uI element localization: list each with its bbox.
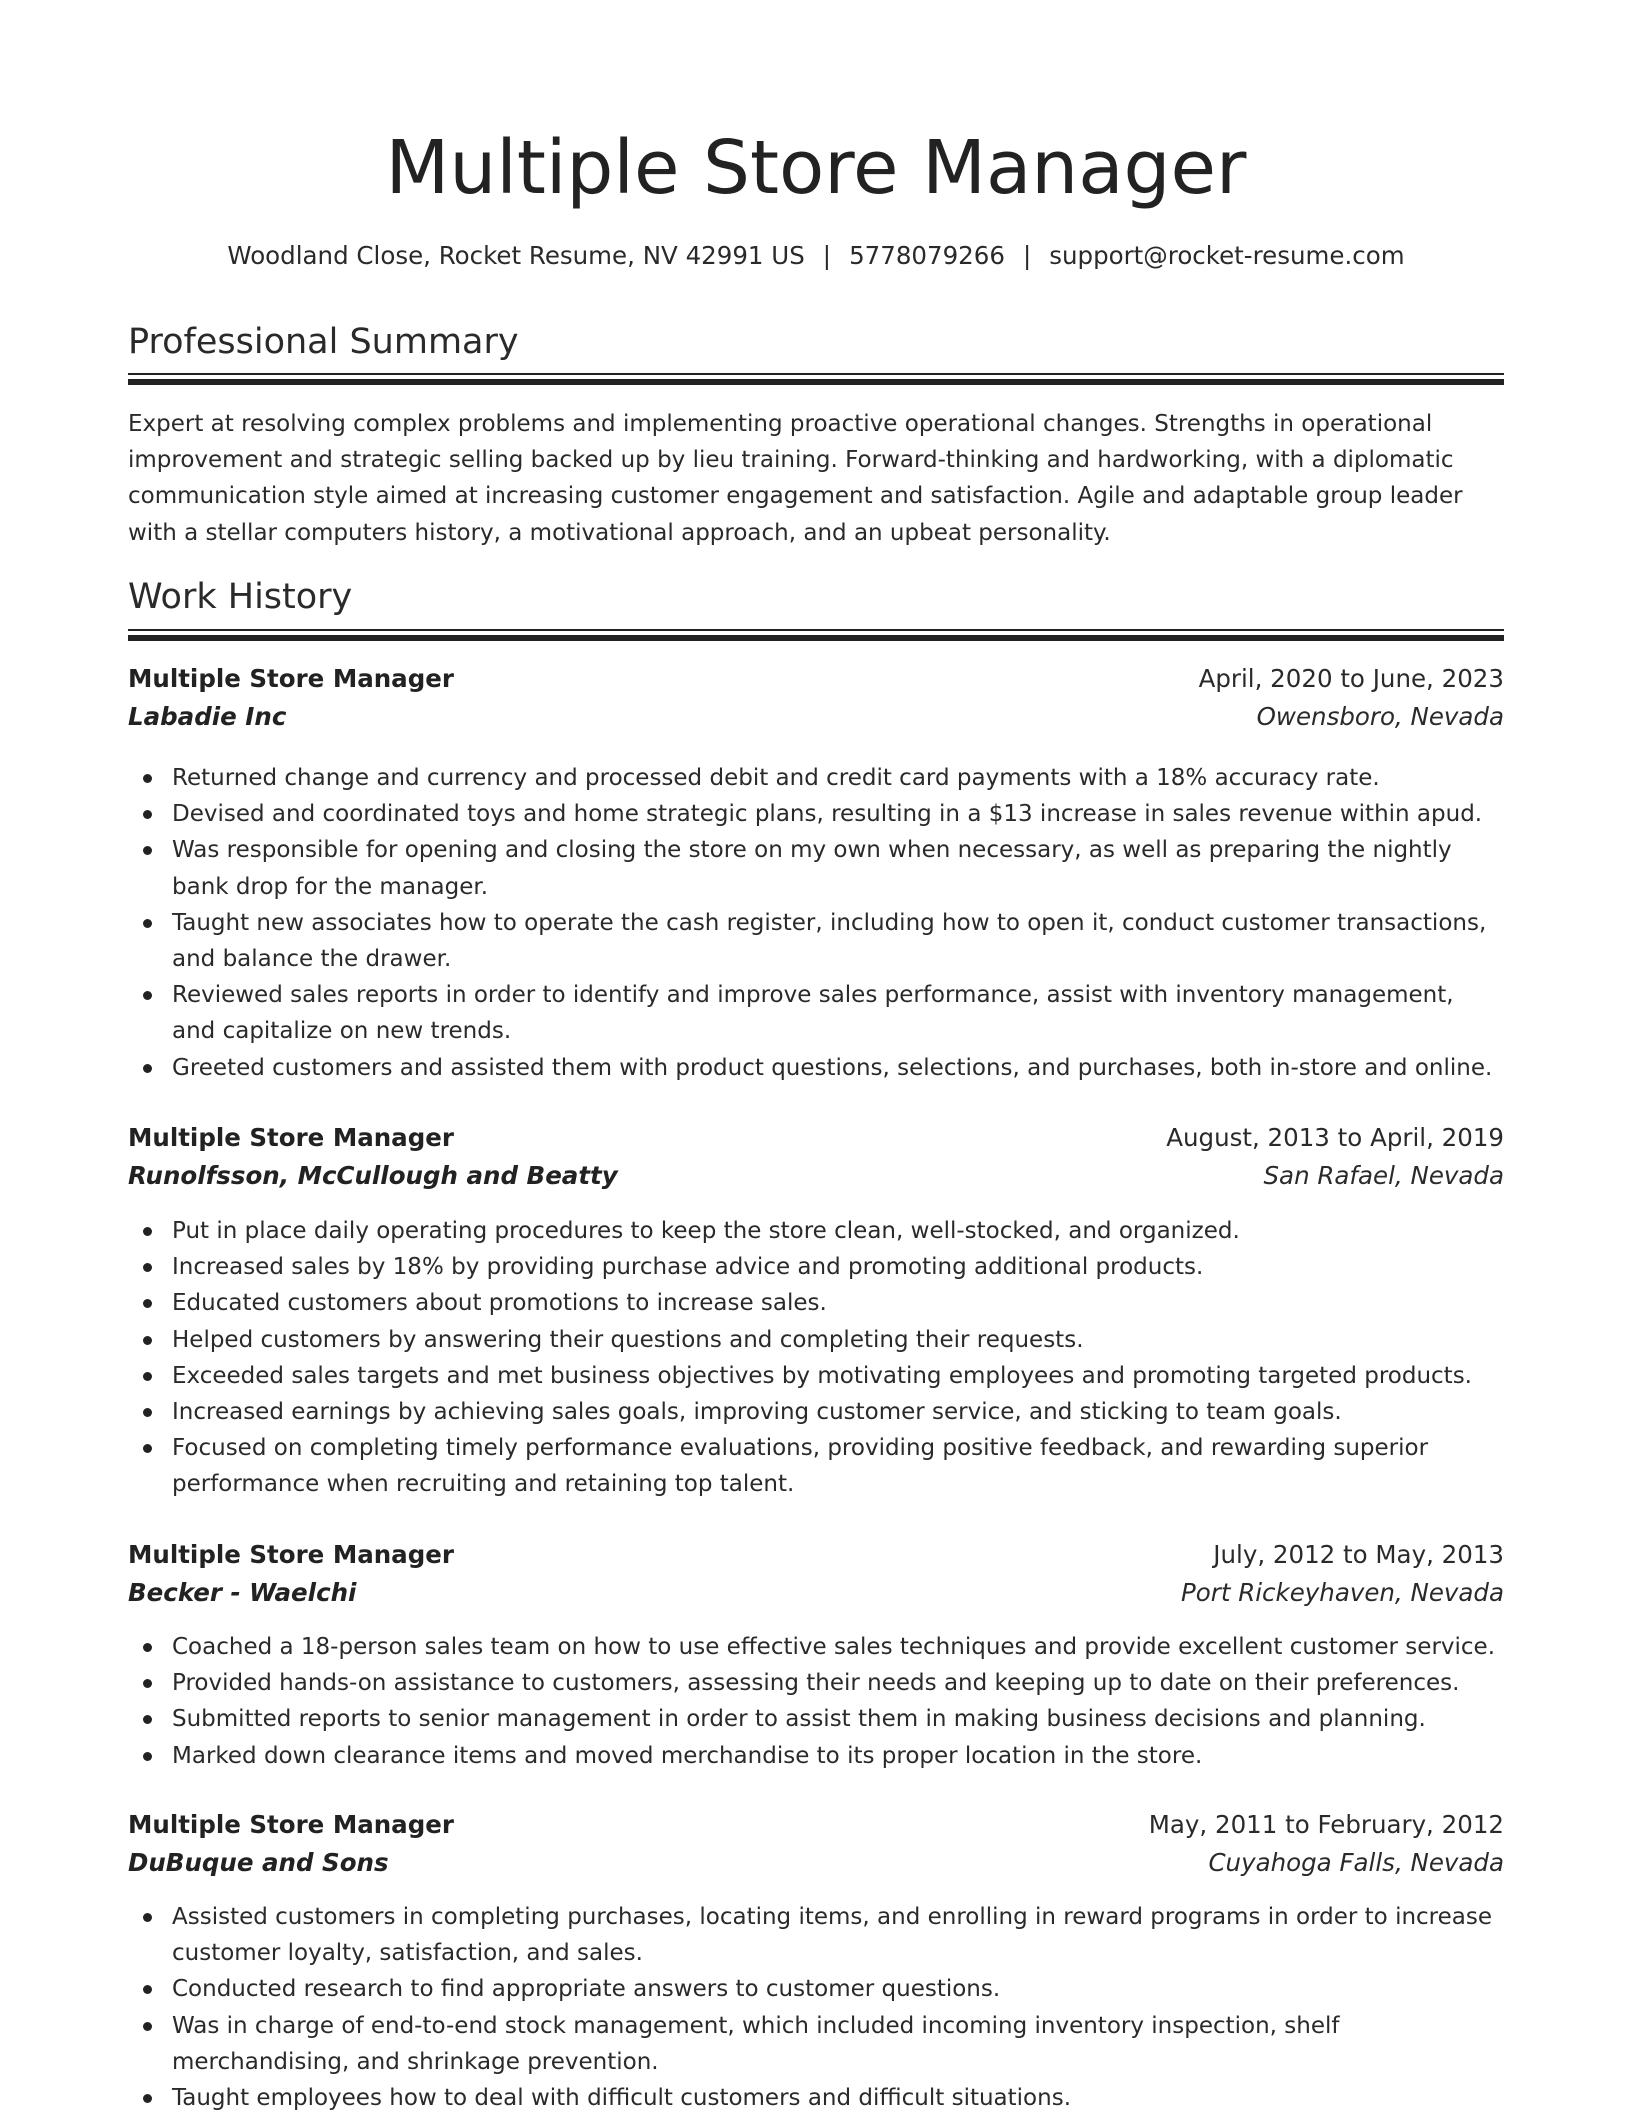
job-bullet: Marked down clearance items and moved merchandise to its proper location in the store.	[128, 1738, 1504, 1774]
job-bullet: Greeted customers and assisted them with product questions, selections, and purchases, both in-store and online.	[128, 1050, 1504, 1086]
job-bullet: Provided hands-on assistance to customers, assessing their needs and keeping up to date on their preferences.	[128, 1665, 1504, 1701]
contact-line	[128, 238, 1504, 274]
job-dates: April, 2020 to June, 2023	[1198, 664, 1504, 693]
job-location: Cuyahoga Falls, Nevada	[1208, 1848, 1504, 1877]
job-bullet: Devised and coordinated toys and home strategic plans, resulting in a $13 increase in sales revenue within apud.	[128, 796, 1504, 832]
job-bullet: Assisted customers in completing purchases, locating items, and enrolling in reward programs in order to increase customer loyalty, satisfaction, and sales.	[128, 1899, 1504, 1971]
job-location: Port Rickeyhaven, Nevada	[1181, 1578, 1504, 1607]
job-title: Multiple Store Manager	[128, 1123, 454, 1152]
job-title: Multiple Store Manager	[128, 1810, 454, 1839]
job-company: Becker - Waelchi	[128, 1578, 357, 1607]
job-bullet: Was responsible for opening and closing the store on my own when necessary, as well as preparing the nightly bank drop for the manager.	[128, 832, 1504, 904]
job-bullet: Helped customers by answering their questions and completing their requests.	[128, 1322, 1504, 1358]
job-company: Labadie Inc	[128, 702, 287, 731]
job-bullet: Increased earnings by achieving sales goals, improving customer service, and sticking to team goals.	[128, 1394, 1504, 1430]
contact-separator: |	[822, 241, 832, 270]
section-heading-work-history: Work History	[128, 577, 353, 617]
summary-text	[128, 406, 1504, 551]
contact-separator: |	[1022, 241, 1032, 270]
job-bullet: Put in place daily operating procedures to keep the store clean, well-stocked, and organized.	[128, 1213, 1504, 1249]
job-title: Multiple Store Manager	[128, 1540, 454, 1569]
contact-phone: 5778079266	[849, 241, 1005, 270]
job-bullet-list	[128, 1629, 1504, 1774]
job-bullet: Exceeded sales targets and met business objectives by motivating employees and promoting targeted products.	[128, 1358, 1504, 1394]
job-bullet-list	[128, 1899, 1504, 2116]
job-company: Runolfsson, McCullough and Beatty	[128, 1161, 618, 1190]
job-bullet: Returned change and currency and processed debit and credit card payments with a 18% accuracy rate.	[128, 760, 1504, 796]
job-dates: August, 2013 to April, 2019	[1166, 1123, 1504, 1152]
job-dates: May, 2011 to February, 2012	[1148, 1810, 1504, 1839]
job-entry	[128, 1806, 1504, 1882]
summary-line: Expert at resolving complex problems and implementing proactive operational changes. Strengths in operational	[128, 411, 1433, 437]
resume-title: Multiple Store Manager	[385, 125, 1247, 211]
job-company: DuBuque and Sons	[128, 1848, 389, 1877]
job-bullet-list	[128, 1213, 1504, 1503]
job-bullet: Conducted research to find appropriate answers to customer questions.	[128, 1971, 1504, 2007]
job-dates: July, 2012 to May, 2013	[1213, 1540, 1504, 1569]
section-divider	[128, 629, 1504, 641]
summary-line: improvement and strategic selling backed up by lieu training. Forward-thinking and hardworking, with a diplomatic	[128, 447, 1454, 474]
job-bullet: Focused on completing timely performance evaluations, providing positive feedback, and rewarding superior performance when recruiting and retaining top talent.	[128, 1430, 1504, 1502]
job-title: Multiple Store Manager	[128, 664, 454, 693]
job-bullet: Taught employees how to deal with difficult customers and difficult situations.	[128, 2080, 1504, 2116]
job-entry	[128, 660, 1504, 736]
summary-line: communication style aimed at increasing customer engagement and satisfaction. Agile and adaptable group leader	[128, 483, 1463, 510]
contact-address: Woodland Close, Rocket Resume, NV 42991 US	[227, 241, 805, 270]
job-bullet: Taught new associates how to operate the cash register, including how to open it, conduct customer transactions, and balance the drawer.	[128, 905, 1504, 977]
contact-email: support@rocket-resume.com	[1049, 241, 1405, 270]
job-location: San Rafael, Nevada	[1263, 1161, 1504, 1190]
job-bullet: Coached a 18-person sales team on how to use effective sales techniques and provide excellent customer service.	[128, 1629, 1504, 1665]
job-location: Owensboro, Nevada	[1256, 702, 1504, 731]
job-bullet: Reviewed sales reports in order to identify and improve sales performance, assist with inventory management, and capitalize on new trends.	[128, 977, 1504, 1049]
section-divider	[128, 373, 1504, 385]
summary-line: with a stellar computers history, a motivational approach, and an upbeat personality.	[128, 519, 1111, 546]
job-bullet: Was in charge of end-to-end stock management, which included incoming inventory inspection, shelf merchandising, and shrinkage prevention.	[128, 2008, 1504, 2080]
job-entry	[128, 1119, 1504, 1195]
job-bullet: Submitted reports to senior management in order to assist them in making business decisions and planning.	[128, 1701, 1504, 1737]
job-entry	[128, 1536, 1504, 1612]
job-bullet-list	[128, 760, 1504, 1086]
job-bullet: Educated customers about promotions to increase sales.	[128, 1285, 1504, 1321]
job-bullet: Increased sales by 18% by providing purchase advice and promoting additional products.	[128, 1249, 1504, 1285]
section-heading-summary: Professional Summary	[128, 322, 519, 362]
